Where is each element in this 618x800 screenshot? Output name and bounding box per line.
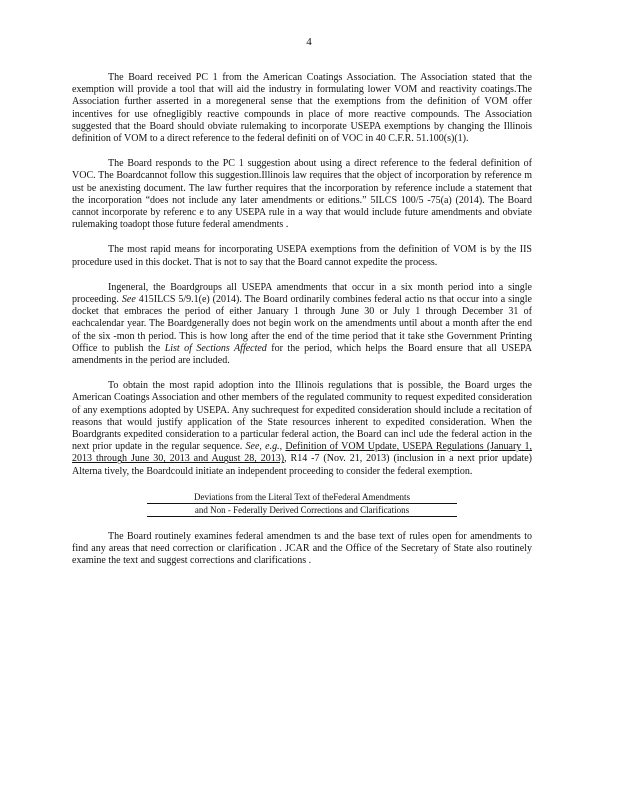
page-number: 4 [306, 36, 312, 48]
text-segment: Ingeneral, the Boardgroups all USEPA amendments that occur in a six month period into a single proceeding. [72, 281, 532, 306]
citation-signal: See, e.g., [245, 441, 283, 453]
section-heading-line-1: Deviations from the Literal Text of theFederal Amendments [147, 491, 457, 504]
text-segment: To obtain the most rapid adoption into the Illinois regulations that is possible, the Board urges the American Coatings Association and other members of the regulated community to request expedited consideration of any exemptions adopted by USEPA. Any suchrequest for expedited consideration should include a recitation of reasons that would justify application of the State resources inherent to expedited consideration. When the Boardgrants expedited consideration to a particular federal action, the Board can incl ude the federal action in the next prior update in the regular sequence. [72, 380, 532, 453]
paragraph-pc1-comment: The Board received PC 1 from the American Coatings Association. The Association stated that the exemption will provide a tool that will aid the industry in formulating lower VOM and reactivity coatings.The Association further asserted in a moregeneral sense that the exemptions from the definition of VOM offer incentives for use ofnegligibly reactive compounds in place of more reactive compounds. The Association suggested that the Board should obviate rulemaking to incorporate USEPA exemptions by changing the Illinois definition of VOM to a direct reference to the federal definiti on of VOC in 40 C.F.R. 51.100(s)(1). [72, 72, 532, 145]
citation-signal: See [121, 294, 136, 306]
section-heading [147, 491, 457, 517]
paragraph-expedited-consideration [72, 380, 532, 478]
paragraph-board-response: The Board responds to the PC 1 suggestion about using a direct reference to the federal definition of VOC. The Boardcannot follow this suggestion.Illinois law requires that the object of incorporation by reference m ust be anexisting document. The law further requires that the incorporation by reference include a statement that the incorporation “does not include any later amendments or editions.” 5ILCS 100/5 -75(a) (2014). The Board cannot incorporate by referenc e to any USEPA rule in a way that would include future amendments and obviate rulemaking toadopt those future federal amendments . [72, 158, 532, 231]
paragraph-general-grouping [72, 282, 532, 367]
paragraph-rapid-means: The most rapid means for incorporating USEPA exemptions from the definition of VOM is by the IIS procedure used in this docket. That is not to say that the Board cannot expedite the process. [72, 244, 532, 268]
text-segment: for the period, which helps the Board ensure that all USEPA amendments in the period are included. [72, 342, 532, 367]
section-heading-line-2: and Non - Federally Derived Corrections and Clarifications [147, 504, 457, 517]
case-title: Definition of VOM Update, USEPA Regulations (January 1, 2013 through June 30, 2013 and August 28, 2013) [72, 441, 533, 465]
document-body [72, 72, 532, 581]
publication-title: List of Sections Affected [164, 342, 267, 354]
text-segment: , R14 -7 (Nov. 21, 2013) (inclusion in a next prior update) Alterna tively, the Boardcould initiate an independent proceeding to consider the federal exemption. [72, 453, 533, 477]
text-segment: 415ILCS 5/9.1(e) (2014). The Board ordinarily combines federal actio ns that occur into a single docket that embraces the period of either January 1 through June 30 or July 1 through December 31 of eachcalendar year. The Boardgenerally does not begin work on the amendments until about a month after the end of the six -mon th period. This is how long after the end of the time period that it take sthe Government Printing Office to publish the [72, 294, 532, 354]
paragraph-routine-examination: The Board routinely examines federal amendmen ts and the base text of rules open for amendments to find any areas that need correction or clarification . JCAR and the Office of the Secretary of State also routinely examine the text and suggest corrections and clarifications . [72, 530, 532, 567]
